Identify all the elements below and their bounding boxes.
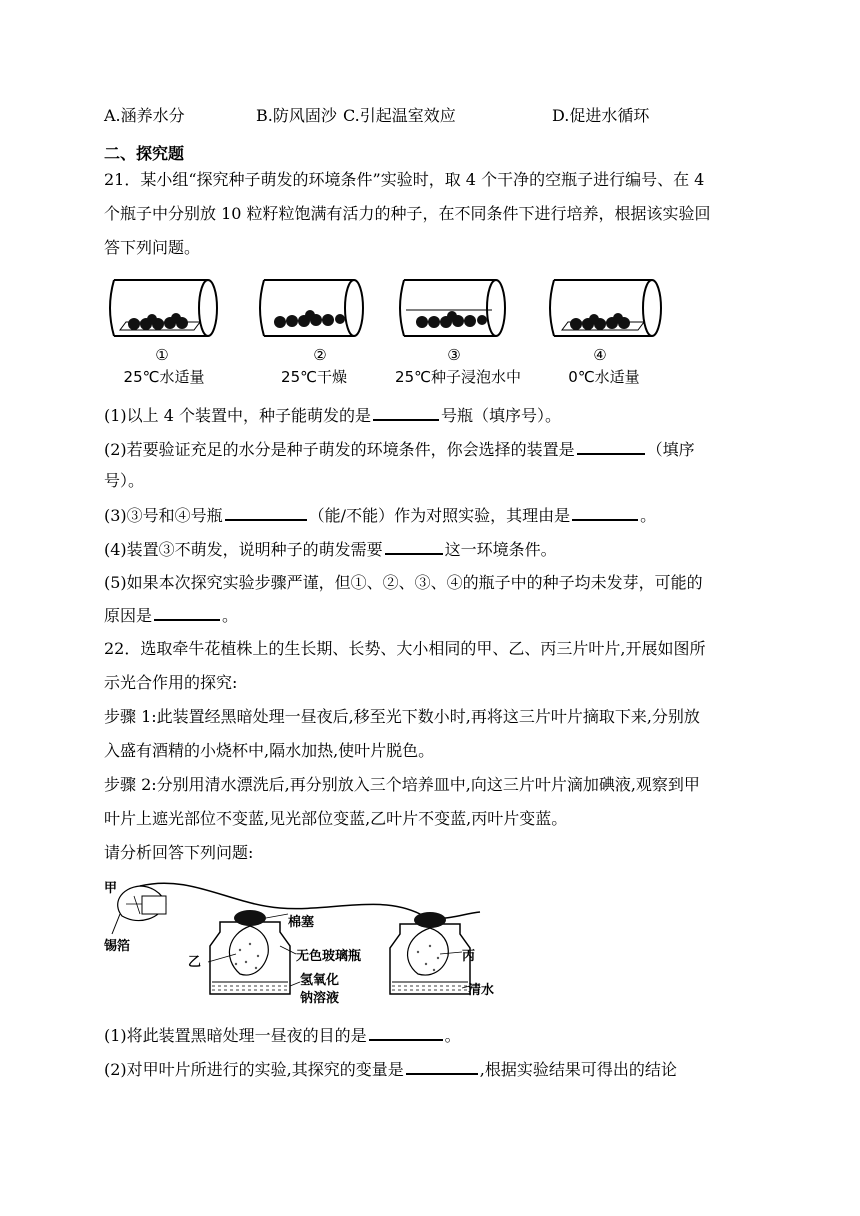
- bottle-3-number: ③: [447, 346, 461, 364]
- answer-blank[interactable]: [406, 1059, 478, 1075]
- bottle-2-condition: 25℃干燥: [281, 368, 347, 386]
- leaf-jia: [118, 886, 166, 920]
- q22-line-1: 22．选取牵牛花植株上的生长期、长势、大小相同的甲、乙、丙三片叶片,开展如图所: [104, 639, 706, 658]
- q21-sub-4: (4)装置③不萌发，说明种子的萌发需要 这一环境条件。: [104, 540, 557, 559]
- q21-sub-3: (3)③号和④号瓶 （能/不能）作为对照实验，其理由是 。: [104, 506, 657, 525]
- option-d: D.促进水循环: [552, 106, 650, 125]
- q22-sub-1: (1)将此装置黑暗处理一昼夜的目的是 。: [104, 1026, 461, 1045]
- answer-blank[interactable]: [373, 405, 439, 421]
- answer-blank[interactable]: [225, 505, 307, 521]
- q21-sub-1: (1)以上 4 个装置中，种子能萌发的是 号瓶（填序号）。: [104, 406, 562, 425]
- photosynthesis-figure: [100, 874, 500, 1014]
- option-b: B.防风固沙: [256, 106, 337, 125]
- q21-stem-line-3: 答下列问题。: [104, 238, 201, 257]
- q22-line-5: 步骤 2:分别用清水漂洗后,再分别放入三个培养皿中,向这三片叶片滴加碘液,观察到甲: [104, 775, 700, 794]
- bottle-4-condition: 0℃水适量: [568, 368, 640, 386]
- label-mian: 棉塞: [288, 915, 315, 930]
- section-title: 二、探究题: [104, 144, 185, 163]
- bottle-1-number: ①: [155, 346, 169, 364]
- label-jia: 甲: [104, 881, 118, 896]
- bottle-3: [400, 280, 505, 336]
- q22-line-7: 请分析回答下列问题:: [104, 843, 254, 862]
- label-bing: 丙: [462, 949, 476, 964]
- answer-blank[interactable]: [154, 605, 220, 621]
- q21-sub-2: (2)若要验证充足的水分是种子萌发的环境条件，你会选择的装置是 （填序: [104, 440, 695, 459]
- q21-sub-2-cont: 号）。: [104, 471, 145, 490]
- q22-line-2: 示光合作用的探究:: [104, 673, 238, 692]
- label-bottle: 无色玻璃瓶: [296, 949, 362, 964]
- q21-sub-5: (5)如果本次探究实验步骤严谨，但①、②、③、④的瓶子中的种子均未发芽，可能的: [104, 573, 703, 592]
- label-yi: 乙: [188, 955, 202, 970]
- q22-sub-2: (2)对甲叶片所进行的实验,其探究的变量是 ,根据实验结果可得出的结论: [104, 1060, 677, 1079]
- seed-bottles-figure: [100, 272, 670, 392]
- bottle-2-number: ②: [313, 346, 327, 364]
- bottle-4: [550, 280, 661, 336]
- q22-line-4: 入盛有酒精的小烧杯中,隔水加热,使叶片脱色。: [104, 741, 435, 760]
- bottle-4-number: ④: [593, 346, 607, 364]
- q21-sub-5-cont: 原因是 。: [104, 606, 239, 625]
- q21-stem-line-2: 个瓶子中分别放 10 粒籽粒饱满有活力的种子，在不同条件下进行培养，根据该实验回: [104, 204, 711, 223]
- q21-stem-line-1: 21．某小组“探究种子萌发的环境条件”实验时，取 4 个干净的空瓶子进行编号、在 4: [104, 170, 705, 189]
- bottle-yi: [210, 910, 290, 994]
- option-a: A.涵养水分: [104, 106, 185, 125]
- label-xibo: 锡箔: [104, 939, 131, 954]
- label-water: 清水: [468, 983, 495, 998]
- bottle-3-condition: 25℃种子浸泡水中: [395, 368, 521, 386]
- bottle-bing: [390, 912, 470, 994]
- label-naoh-2: 钠溶液: [300, 991, 340, 1006]
- bottle-1-condition: 25℃水适量: [123, 368, 205, 386]
- answer-blank[interactable]: [577, 439, 645, 455]
- answer-blank[interactable]: [369, 1025, 443, 1041]
- bottle-1: [110, 280, 217, 336]
- bottle-2: [260, 280, 363, 336]
- q22-line-6: 叶片上遮光部位不变蓝,见光部位变蓝,乙叶片不变蓝,丙叶片变蓝。: [104, 809, 568, 828]
- answer-blank[interactable]: [385, 539, 443, 555]
- option-c: C.引起温室效应: [343, 106, 456, 125]
- label-naoh-1: 氢氧化: [300, 973, 340, 988]
- q22-line-3: 步骤 1:此装置经黑暗处理一昼夜后,移至光下数小时,再将这三片叶片摘取下来,分别放: [104, 707, 700, 726]
- answer-blank[interactable]: [572, 505, 638, 521]
